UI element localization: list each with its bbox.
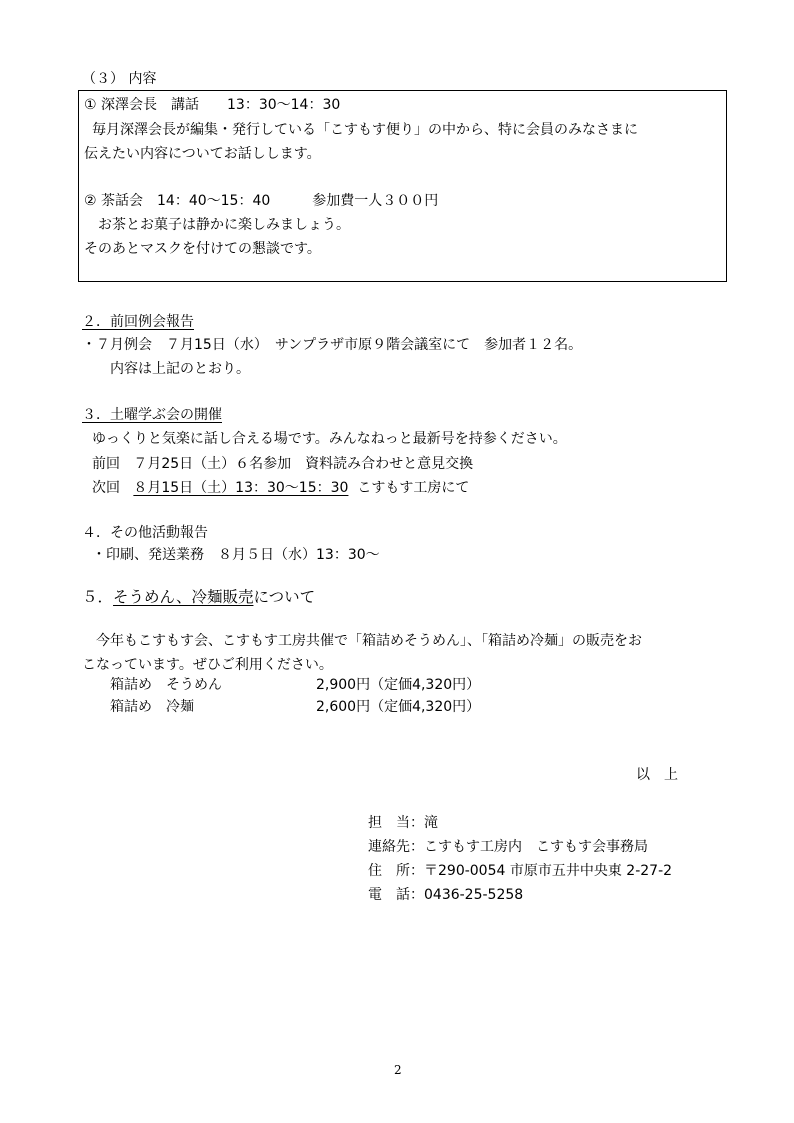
section4-line1: ・印刷、発送業務 ８月５日（水）13：30～ [92,547,380,563]
tea-party-heading: ② 茶話会 14：40～15：40 参加費一人３００円 [84,193,439,209]
section5-body-line1: 今年もこすもす会、こすもす工房共催で「箱詰めそうめん」、「箱詰め冷麺」の販売をお [96,633,642,649]
section5-body-line2: こなっています。ぜひご利用ください。 [82,657,333,673]
next-place: こすもす工房にて [357,480,470,496]
product-name: 箱詰め 冷麺 [110,699,194,715]
contact-value: 滝 [424,815,438,831]
contact-address [368,862,672,880]
section4-heading: ４．その他活動報告 [82,525,208,541]
product-price: 2,900円（定価4,320円） [316,677,481,693]
contact-label: 連絡先： [368,839,424,855]
contact-phone [368,886,523,904]
page-number: 2 [394,1063,402,1077]
next-label: 次回 [92,480,120,496]
section5-heading-prefix: ５． [82,588,114,606]
talk-body-line1: 毎月深澤会長が編集・発行している「こすもす便り」の中から、特に会員のみなさまに [92,122,638,138]
section5-heading-underlined: そうめん、冷麺販売 [113,588,254,606]
contact-person [368,814,438,832]
section5-heading-suffix: について [253,588,316,606]
contact-value: 〒290-0054 市原市五井中央東 2-27-2 [424,863,673,879]
contact-label: 電 話： [368,887,424,903]
previous-meeting-line [92,455,473,473]
previous-text: ７月25日（土）６名参加 資料読み合わせと意見交換 [133,456,474,472]
section2-heading [82,313,194,331]
section2-heading-text: ２．前回例会報告 [82,314,194,330]
talk-heading: ① 深澤会長 講話 13：30～14：30 [84,97,341,113]
next-meeting-line [92,479,469,497]
tea-party-body-line1: お茶とお菓子は静かに楽しみましょう。 [98,217,350,233]
talk-body-line2: 伝えたい内容についてお話しします。 [84,146,321,162]
section3b-line1: ゆっくりと気楽に話し合える場です。みんなねっと最新号を持参ください。 [92,431,567,447]
section3b-heading [82,406,222,424]
section2-line1: ・７月例会 ７月15日（水） サンプラザ市原９階会議室にて 参加者１２名。 [82,337,583,353]
product-price: 2,600円（定価4,320円） [316,699,481,715]
section5-heading [82,588,315,606]
contact-office [368,838,648,856]
product-name: 箱詰め そうめん [110,677,222,693]
tea-party-body-line2: そのあとマスクを付けての懇談です。 [84,241,321,257]
contact-label: 担 当： [368,815,424,831]
previous-label: 前回 [92,456,120,472]
contact-value: こすもす工房内 こすもす会事務局 [424,839,648,855]
next-date: ８月15日（土）13：30～15：30 [133,480,349,496]
section2-line2: 内容は上記のとおり。 [110,361,250,377]
section3-heading: （３） 内容 [82,71,157,87]
contact-label: 住 所： [368,863,424,879]
contact-value: 0436-25-5258 [424,887,524,903]
closing-text: 以 上 [636,767,678,783]
section3b-heading-text: ３．土曜学ぶ会の開催 [82,407,222,423]
